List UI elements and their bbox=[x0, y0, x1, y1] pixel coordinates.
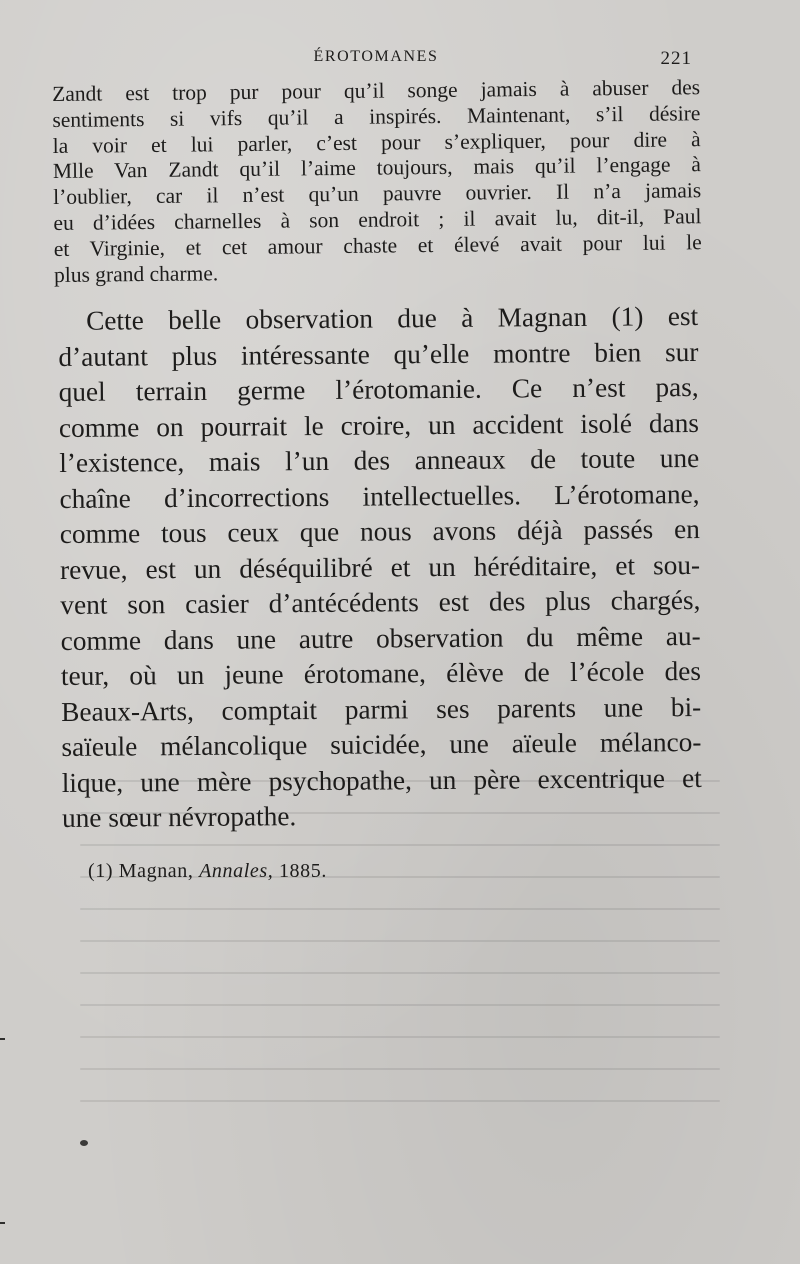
running-head: ÉROTOMANES bbox=[313, 48, 439, 65]
paragraph-line: l’existence, mais l’un des anneaux de toute une bbox=[59, 442, 700, 478]
footnote-year: 1885. bbox=[278, 860, 327, 882]
bleed-through-texture bbox=[80, 780, 720, 1160]
paragraph-line: comme tous ceux que nous avons déjà passés en bbox=[59, 513, 700, 549]
paragraph-line: teur, où un jeune érotomane, élève de l’école des bbox=[60, 655, 702, 691]
paragraph-line: Beaux-Arts, comptait parmi ses parents une bi- bbox=[61, 691, 702, 727]
footnote-author: Magnan, bbox=[118, 860, 194, 882]
quote-line: plus grand charme. bbox=[53, 260, 219, 287]
edge-mark bbox=[0, 1222, 5, 1224]
paragraph-line: comme on pourrait le croire, un accident isolé dans bbox=[58, 407, 700, 443]
paragraph-line: vent son casier d’antécédents est des plus chargés, bbox=[60, 584, 701, 620]
paragraph-line: chaîne d’incorrections intellectuelles. L’érotomane, bbox=[59, 478, 700, 514]
paragraph-line: quel terrain germe l’érotomanie. Ce n’est pas, bbox=[58, 371, 699, 407]
quote-line: la voir et lui parler, c’est pour s’expliquer, pour dire à bbox=[52, 126, 701, 158]
footnote-work: Annales, bbox=[199, 860, 274, 882]
paragraph-line: revue, est un déséquilibré et un héréditaire, et sou- bbox=[59, 549, 701, 585]
main-paragraph bbox=[58, 299, 702, 837]
quoted-observation bbox=[52, 75, 702, 288]
quote-line: sentiments si vifs qu’il a inspirés. Maintenant, s’il désire bbox=[52, 101, 701, 132]
quote-line: eu d’idées charnelles à son endroit ; il avait lu, dit-il, Paul bbox=[53, 204, 702, 235]
quote-line: et Virginie, et cet amour chaste et élevé avait pour lui le bbox=[53, 229, 702, 261]
paragraph-line: comme dans une autre observation du même au- bbox=[60, 620, 701, 656]
paragraph-line: d’autant plus intéressante qu’elle montre bien sur bbox=[58, 336, 699, 372]
page-header bbox=[60, 48, 692, 72]
quote-line: Mlle Van Zandt qu’il l’aime toujours, mais qu’il l’engage à bbox=[52, 152, 702, 184]
paragraph-line: une sœur névropathe. bbox=[61, 801, 297, 833]
paragraph-line: saïeule mélancolique suicidée, une aïeule mélanco- bbox=[61, 726, 702, 762]
quote-line: l’oublier, car il n’est qu’un pauvre ouvrier. Il n’a jamais bbox=[53, 178, 702, 210]
footnote-marker: (1) bbox=[88, 860, 114, 882]
page-number: 221 bbox=[660, 48, 692, 69]
quote-line: Zandt est trop pur pour qu’il songe jamais à abuser des bbox=[52, 75, 701, 106]
paragraph-line: Cette belle observation due à Magnan (1) est bbox=[86, 300, 699, 336]
paragraph-line: lique, une mère psychopathe, un père excentrique et bbox=[61, 762, 702, 798]
edge-mark bbox=[0, 1038, 5, 1040]
ink-speck bbox=[80, 1140, 88, 1146]
footnote bbox=[88, 860, 327, 883]
